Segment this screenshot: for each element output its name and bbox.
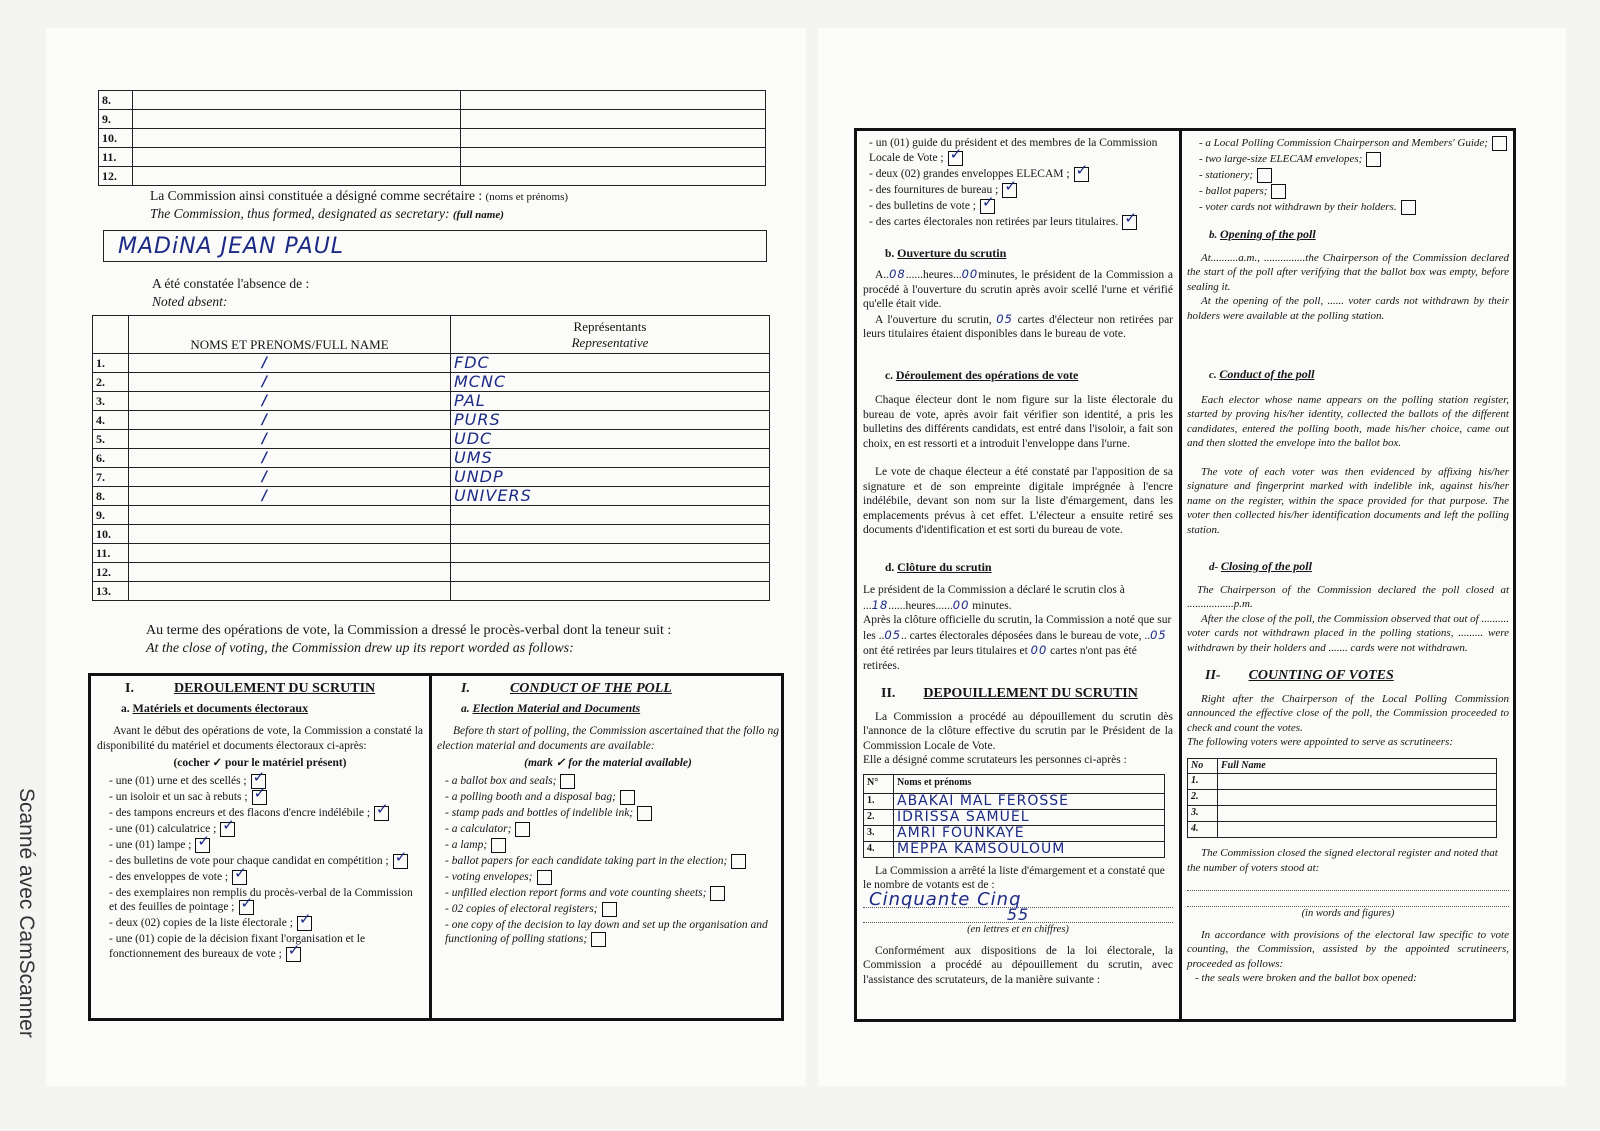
material-item <box>109 806 423 821</box>
material-label: - two large-size ELECAM envelopes; <box>1199 153 1363 166</box>
row-number: 2. <box>1188 790 1218 806</box>
table-row <box>864 793 1165 809</box>
representative-cell[interactable] <box>451 525 770 544</box>
material-label: - a lamp; <box>445 838 488 851</box>
material-checkbox[interactable] <box>239 900 254 915</box>
right-page <box>818 28 1566 1086</box>
material-item <box>445 870 779 885</box>
absent-name: / <box>262 431 269 447</box>
right-page-box <box>854 128 1516 1022</box>
material-label: - une (01) lampe ; <box>109 838 192 851</box>
representative-cell[interactable] <box>451 392 770 411</box>
material-checkbox[interactable] <box>1122 215 1137 230</box>
material-label: - a ballot box and seals; <box>445 774 557 787</box>
material-checkbox[interactable] <box>948 151 963 166</box>
representative-party: MCNC <box>454 372 507 391</box>
table-row <box>1188 790 1497 806</box>
conduct-of-poll-box <box>88 673 784 1021</box>
absent-name-cell[interactable] <box>129 506 451 525</box>
representative-cell[interactable] <box>451 373 770 392</box>
material-label: - a calculator; <box>445 822 512 835</box>
material-label: - voter cards not withdrawn by their holders. <box>1199 201 1397 214</box>
row-number: 1. <box>864 793 894 809</box>
table-row <box>864 841 1165 857</box>
material-label: - deux (02) copies de la liste électorale ; <box>109 917 293 930</box>
table-row <box>93 563 770 582</box>
material-checkbox[interactable] <box>1257 168 1272 183</box>
representative-party: UNIVERS <box>454 486 532 505</box>
secretary-name: MADiNA JEAN PAUL <box>118 234 345 259</box>
row-number: 11. <box>99 148 133 167</box>
material-checkbox[interactable] <box>1492 136 1507 151</box>
material-checkbox[interactable] <box>515 822 530 837</box>
representative-cell[interactable] <box>451 544 770 563</box>
scrutineer-name: ABAKAI MAL FEROSSE <box>897 792 1070 809</box>
material-item <box>109 886 423 916</box>
material-label: - un (01) guide du président et des membres de la Commission Locale de Vote ; <box>869 137 1158 164</box>
representative-party: UDC <box>454 429 493 448</box>
conduct-en-column: I. CONDUCT OF THE POLL a. Election Material and Documents Before th start of polling, the Commission ascertained that the follo ng election material and documents are available: (mark ✓ for the material available) - a ballot box and seals; - a polling booth and a disposal bag; - stamp pads and bottles of indelible ink; - a calculator; - a lamp; - ballot papers for each candidate taking part in the election; - voting envelopes; - unfilled election report forms and vote counting sheets; - 02 copies of electoral registers; - one copy of the decision to lay down and set up the organisation and functioning of polling stations; <box>437 681 779 946</box>
camscanner-watermark: Scanné avec CamScanner <box>15 788 38 1038</box>
row-number: 8. <box>99 91 133 110</box>
representative-party: UNDP <box>454 467 504 486</box>
material-label: - voting envelopes; <box>445 870 533 883</box>
table-row <box>93 392 770 411</box>
material-checkbox[interactable] <box>1366 152 1381 167</box>
material-label: - des bulletins de vote ; <box>869 199 976 212</box>
row-number: 5. <box>93 430 129 449</box>
table-row <box>93 449 770 468</box>
opening-minutes: 00 <box>961 267 979 281</box>
material-checkbox[interactable] <box>731 854 746 869</box>
table-row <box>93 525 770 544</box>
absent-name-cell[interactable] <box>129 563 451 582</box>
material-checkbox[interactable] <box>980 199 995 214</box>
table-row <box>1188 774 1497 790</box>
closing-minutes: 00 <box>952 597 970 612</box>
table-row <box>864 809 1165 825</box>
row-number: 10. <box>99 129 133 148</box>
row-number: 3. <box>1188 806 1218 822</box>
representative-cell[interactable] <box>451 449 770 468</box>
members-table-continued <box>98 90 766 186</box>
material-checkbox[interactable] <box>710 886 725 901</box>
row-number: 4. <box>864 841 894 857</box>
material-label: - un isoloir et un sac à rebuts ; <box>109 790 248 803</box>
material-checkbox[interactable] <box>252 790 267 805</box>
absent-name-cell[interactable] <box>129 525 451 544</box>
material-item <box>445 854 779 869</box>
row-number: 4. <box>1188 822 1218 838</box>
absent-name: / <box>262 393 269 409</box>
absent-name-cell[interactable] <box>129 373 451 392</box>
row-number: 6. <box>93 449 129 468</box>
table-row <box>93 373 770 392</box>
material-label: - des bulletins de vote pour chaque candidat en compétition ; <box>109 854 389 867</box>
col-full-name: NOMS ET PRENOMS/FULL NAME <box>129 316 451 354</box>
row-number: 7. <box>93 468 129 487</box>
material-checkbox[interactable] <box>393 854 408 869</box>
opening-hour: 08 <box>889 267 906 281</box>
voters-count-words: Cinquante Cinq <box>863 893 1173 909</box>
table-row <box>93 430 770 449</box>
right-en-column: - a Local Polling Commission Chairperson and Members' Guide; - two large-size ELECAM envelopes; - stationery; - ballot papers; - voter cards not withdrawn by their holders. b. Opening of the poll At..........a.m., ...............the Chairperson of the Commission declared the start of the poll after verifying that the ballot box was empty, before sealing it. At the opening of the poll, ...... voter cards not withdrawn by their holders were available at the polling station. c. Conduct of the poll Each elector whose name appears on the polling station register, started by proving his/her identity, collected the ballots of the different candidates, entered the polling booth, made his/her choice, came out and then slotted the envelope into the ballot box. The vote of each voter was then evidenced by affixing his/her signature and fingerprint marked with indelible ink, against his/her name on the register, within the space provided for that purpose. The voter then collected his/her identification documents and left the polling station. d- Closing of the poll The Chairperson of the Commission declared the poll closed at .................p.m. After the close of the poll, the Commission observed that out of .......... voter cards not withdrawn placed in the polling stations, ......... were withdrawn by their holders and ....... cards were not withdrawn. II- COUNTING OF VOTES Right after the Chairperson of the Local Polling Commission announced the effective close of the poll, the Commission proceeded to check and count the votes. The following voters were appointed to serve as scrutineers: No Full Name 1. 2. 3. 4. The Commission closed the signed electoral register and noted that the number of voters stood at: (in words and figures) In accordance with provisions of the electoral law specific to vote counting, the Commission, assisted by the appointed scrutineers, proceeded as follows: - the seals were broken and the ballot box opened: <box>1187 137 1509 984</box>
voters-count-figure: 55 <box>863 908 1173 923</box>
col-representative: Représentants Representative <box>451 316 770 354</box>
scrutineer-name-cell[interactable] <box>894 809 1165 825</box>
material-item <box>869 183 1173 198</box>
row-number: 1. <box>93 354 129 373</box>
table-row <box>1188 822 1497 838</box>
material-checkbox[interactable] <box>220 822 235 837</box>
row-number: 2. <box>864 809 894 825</box>
representative-cell[interactable] <box>451 468 770 487</box>
conduct-fr-column: I. DEROULEMENT DU SCRUTIN a. Matériels et documents électoraux Avant le début des opérations de vote, la Commission a constaté la disponibilité du matériel et documents électoraux ci-après: (cocher ✓ pour le matériel présent) - une (01) urne et des scellés ;✓ - un isoloir et un sac à rebuts ;✓ - des tampons encreurs et des flacons d'encre indélébile ;✓ - une (01) calculatrice ;✓ - une (01) lampe ;✓ - des bulletins de vote pour chaque candidat en compétition ;✓ - des enveloppes de vote ;✓ - des exemplaires non remplis du procès-verbal de la Commission et des feuilles de pointage ;✓ - deux (02) copies de la liste électorale ;✓ - une (01) copie de la décision fixant l'organisation et le fonctionnement des bureaux de vote ;✓ <box>97 682 423 963</box>
material-item <box>109 916 423 931</box>
scrutineer-name: MEPPA KAMSOULOUM <box>897 840 1066 857</box>
material-item <box>1199 200 1509 215</box>
material-checkbox[interactable] <box>620 790 635 805</box>
table-row <box>93 506 770 525</box>
material-checkbox[interactable] <box>1271 184 1286 199</box>
table-row <box>93 468 770 487</box>
table-row <box>864 825 1165 841</box>
absent-name: / <box>262 374 269 390</box>
row-number: 1. <box>1188 774 1218 790</box>
table-row <box>93 411 770 430</box>
material-label: - ballot papers for each candidate taking part in the election; <box>445 854 728 867</box>
scrutineer-name-cell[interactable] <box>894 793 1165 809</box>
absent-name-cell[interactable] <box>129 392 451 411</box>
material-label: - ballot papers; <box>1199 185 1268 198</box>
material-item <box>445 822 779 837</box>
material-label: - one copy of the decision to lay down and set up the organisation and functioning of polling stations; <box>445 918 768 946</box>
absent-name: / <box>262 469 269 485</box>
material-checkbox[interactable] <box>491 838 506 853</box>
material-item <box>109 870 423 885</box>
material-label: - des fournitures de bureau ; <box>869 183 999 196</box>
scrutineer-name-cell[interactable] <box>1218 790 1497 806</box>
material-label: - une (01) copie de la décision fixant l'organisation et le fonctionnement des bureaux de vote ; <box>109 933 366 960</box>
material-label: - des cartes électorales non retirées par leurs titulaires. <box>869 215 1119 228</box>
representative-cell[interactable] <box>451 506 770 525</box>
absent-name: / <box>262 488 269 504</box>
material-label: - a Local Polling Commission Chairperson and Members' Guide; <box>1199 137 1488 150</box>
absent-name: / <box>262 355 269 371</box>
material-label: - des exemplaires non remplis du procès-verbal de la Commission et des feuilles de pointage ; <box>109 886 413 914</box>
absent-label-en: Noted absent: <box>152 294 228 309</box>
row-number: 12. <box>99 167 133 186</box>
scrutineer-name-cell[interactable] <box>1218 806 1497 822</box>
material-label: - stationery; <box>1199 169 1254 182</box>
absent-name-cell[interactable] <box>129 449 451 468</box>
representative-cell[interactable] <box>451 563 770 582</box>
row-number: 3. <box>93 392 129 411</box>
closing-hour: 18 <box>871 597 889 612</box>
left-page <box>46 28 806 1086</box>
row-number: 9. <box>93 506 129 525</box>
material-checkbox[interactable] <box>537 870 552 885</box>
material-checkbox[interactable] <box>1002 183 1017 198</box>
material-item <box>109 854 423 869</box>
material-item <box>1199 184 1509 199</box>
absent-name-cell[interactable] <box>129 354 451 373</box>
table-row <box>93 582 770 601</box>
material-label: - stamp pads and bottles of indelible ink; <box>445 806 634 819</box>
row-number: 10. <box>93 525 129 544</box>
secretary-label-en: The Commission, thus formed, designated as secretary: (full name) <box>150 206 504 221</box>
material-checkbox[interactable] <box>1401 200 1416 215</box>
absent-name-cell[interactable] <box>129 468 451 487</box>
material-item <box>1199 152 1509 167</box>
representative-party: FDC <box>454 353 490 372</box>
material-checkbox[interactable] <box>195 838 210 853</box>
absent-name-cell[interactable] <box>129 411 451 430</box>
right-fr-column: - un (01) guide du président et des membres de la Commission Locale de Vote ;✓ - deux (02) grandes enveloppes ELECAM ;✓ - des fournitures de bureau ;✓ - des bulletins de vote ;✓ - des cartes électorales non retirées par leurs titulaires.✓ b. Ouverture du scrutin A..08......heures...00minutes, le président de la Commission a procédé à l'ouverture du scrutin après avoir scellé l'urne et vérifié qu'elle était vide. A l'ouverture du scrutin, 05 cartes d'électeur non retirées par leurs titulaires étaient disponibles dans le bureau de vote. c. Déroulement des opérations de vote Chaque électeur dont le nom figure sur la liste électorale du bureau de vote, après avoir fait vérifier son identité, a pris les bulletins des différents candidats, est entré dans l'isoloir, a fait son choix, en est ressorti et a introduit l'enveloppe dans l'urne. Le vote de chaque électeur a été constaté par l'apposition de sa signature et de son empreinte digitale imprégnée à l'encre indélébile, devant son nom sur la liste d'émargement, dans les emplacements prévus à cet effet. L'électeur a ensuite retiré ses documents d'identification et est sorti du bureau de vote. d. Clôture du scrutin Le président de la Commission a déclaré le scrutin clos à ...18......heures......00 minutes. Après la clôture officielle du scrutin, la Commission a noté que sur les ..05.. cartes électorales déposées dans le bureau de vote, ..05 ont été retirées par leurs titulaires et 00 cartes n'ont pas été retirées. II. DEPOUILLEMENT DU SCRUTIN La Commission a procédé au dépouillement du scrutin dès l'annonce de la clôture effective du scrutin par le Président de la Commission Locale de Vote. Elle a désigné comme scrutateurs les personnes ci-après : N° Noms et prénoms 1. ABAKAI MAL FEROSSE 2. IDRISSA SAMUEL 3. AMRI FOUNKAYE 4. MEPPA KAMSOULOUM La Commission a arrêté la liste d'émargement et a constaté que le nombre de votants est de : Cinquante Cinq 55 (en lettres et en chiffres) Conformément aux dispositions de la loi électorale, la Commission a procédé au dépouillement du scrutin, avec l'assistance des scrutateurs, de la manière suivante : <box>863 135 1173 987</box>
material-checkbox[interactable] <box>297 916 312 931</box>
material-label: - unfilled election report forms and vote counting sheets; <box>445 886 707 899</box>
material-label: - 02 copies of electoral registers; <box>445 902 598 915</box>
material-item <box>869 136 1173 166</box>
material-checkbox[interactable] <box>637 806 652 821</box>
scrutineer-name: IDRISSA SAMUEL <box>897 808 1030 825</box>
scrutineer-name-cell[interactable] <box>1218 822 1497 838</box>
material-checkbox[interactable] <box>1074 167 1089 182</box>
material-label: - des enveloppes de vote ; <box>109 870 229 883</box>
secretary-label-fr: La Commission ainsi constituée a désigné comme secrétaire : (noms et prénoms) <box>150 188 569 203</box>
material-item <box>109 932 423 962</box>
representative-cell[interactable] <box>451 582 770 601</box>
row-number: 8. <box>93 487 129 506</box>
absent-name-cell[interactable] <box>129 430 451 449</box>
material-label: - une (01) urne et des scellés ; <box>109 774 247 787</box>
table-row <box>93 544 770 563</box>
material-item <box>1199 168 1509 183</box>
material-item <box>445 886 779 901</box>
representative-cell[interactable] <box>451 411 770 430</box>
material-item <box>445 806 779 821</box>
row-number: 12. <box>93 563 129 582</box>
row-number: 9. <box>99 110 133 129</box>
report-intro-fr: Au terme des opérations de vote, la Commission a dressé le procès-verbal dont la teneur suit : <box>146 623 672 638</box>
material-item <box>445 902 779 917</box>
row-number: 2. <box>93 373 129 392</box>
material-item <box>445 918 779 948</box>
representative-cell[interactable] <box>451 430 770 449</box>
scrutineers-table-fr: N° Noms et prénoms 1. ABAKAI MAL FEROSSE 2. IDRISSA SAMUEL 3. AMRI FOUNKAYE 4. MEPPA KAMSOULOUM <box>863 774 1165 858</box>
material-item <box>109 838 423 853</box>
scrutineer-name-cell[interactable] <box>894 825 1165 841</box>
absent-name-cell[interactable] <box>129 487 451 506</box>
material-checkbox[interactable] <box>602 902 617 917</box>
material-label: - une (01) calculatrice ; <box>109 822 217 835</box>
row-number: 13. <box>93 582 129 601</box>
absent-name-cell[interactable] <box>129 582 451 601</box>
table-row <box>93 354 770 373</box>
table-row <box>1188 806 1497 822</box>
report-intro-en: At the close of voting, the Commission drew up its report worded as follows: <box>146 641 574 656</box>
representative-party: PAL <box>454 391 486 410</box>
material-checkbox[interactable] <box>374 806 389 821</box>
absent-table <box>92 315 770 601</box>
material-label: - a polling booth and a disposal bag; <box>445 790 616 803</box>
scrutineer-name-cell[interactable] <box>894 841 1165 857</box>
scrutineer-name: AMRI FOUNKAYE <box>897 824 1025 841</box>
material-label: - des tampons encreurs et des flacons d'encre indélébile ; <box>109 806 371 819</box>
material-checkbox[interactable] <box>591 932 606 947</box>
representative-party: PURS <box>454 410 501 429</box>
representative-cell[interactable] <box>451 354 770 373</box>
material-item <box>109 822 423 837</box>
material-item <box>445 838 779 853</box>
absent-label-fr: A été constatée l'absence de : <box>152 276 310 291</box>
absent-name: / <box>262 412 269 428</box>
representative-party: UMS <box>454 448 493 467</box>
row-number: 3. <box>864 825 894 841</box>
secretary-name-field[interactable] <box>103 230 767 262</box>
opening-cards: 05 <box>996 311 1013 326</box>
material-item <box>445 774 779 789</box>
absent-name: / <box>262 450 269 466</box>
absent-name-cell[interactable] <box>129 544 451 563</box>
material-checkbox[interactable] <box>560 774 575 789</box>
row-number: 11. <box>93 544 129 563</box>
material-item <box>869 215 1173 230</box>
material-item <box>1199 136 1509 151</box>
material-item <box>445 790 779 805</box>
scrutineer-name-cell[interactable] <box>1218 774 1497 790</box>
material-checkbox[interactable] <box>232 870 247 885</box>
material-label: - deux (02) grandes enveloppes ELECAM ; <box>869 167 1070 180</box>
table-row <box>93 487 770 506</box>
scrutineers-table-en: No Full Name 1. 2. 3. 4. <box>1187 758 1497 839</box>
representative-cell[interactable] <box>451 487 770 506</box>
material-checkbox[interactable] <box>286 947 301 962</box>
row-number: 4. <box>93 411 129 430</box>
material-item <box>869 167 1173 182</box>
